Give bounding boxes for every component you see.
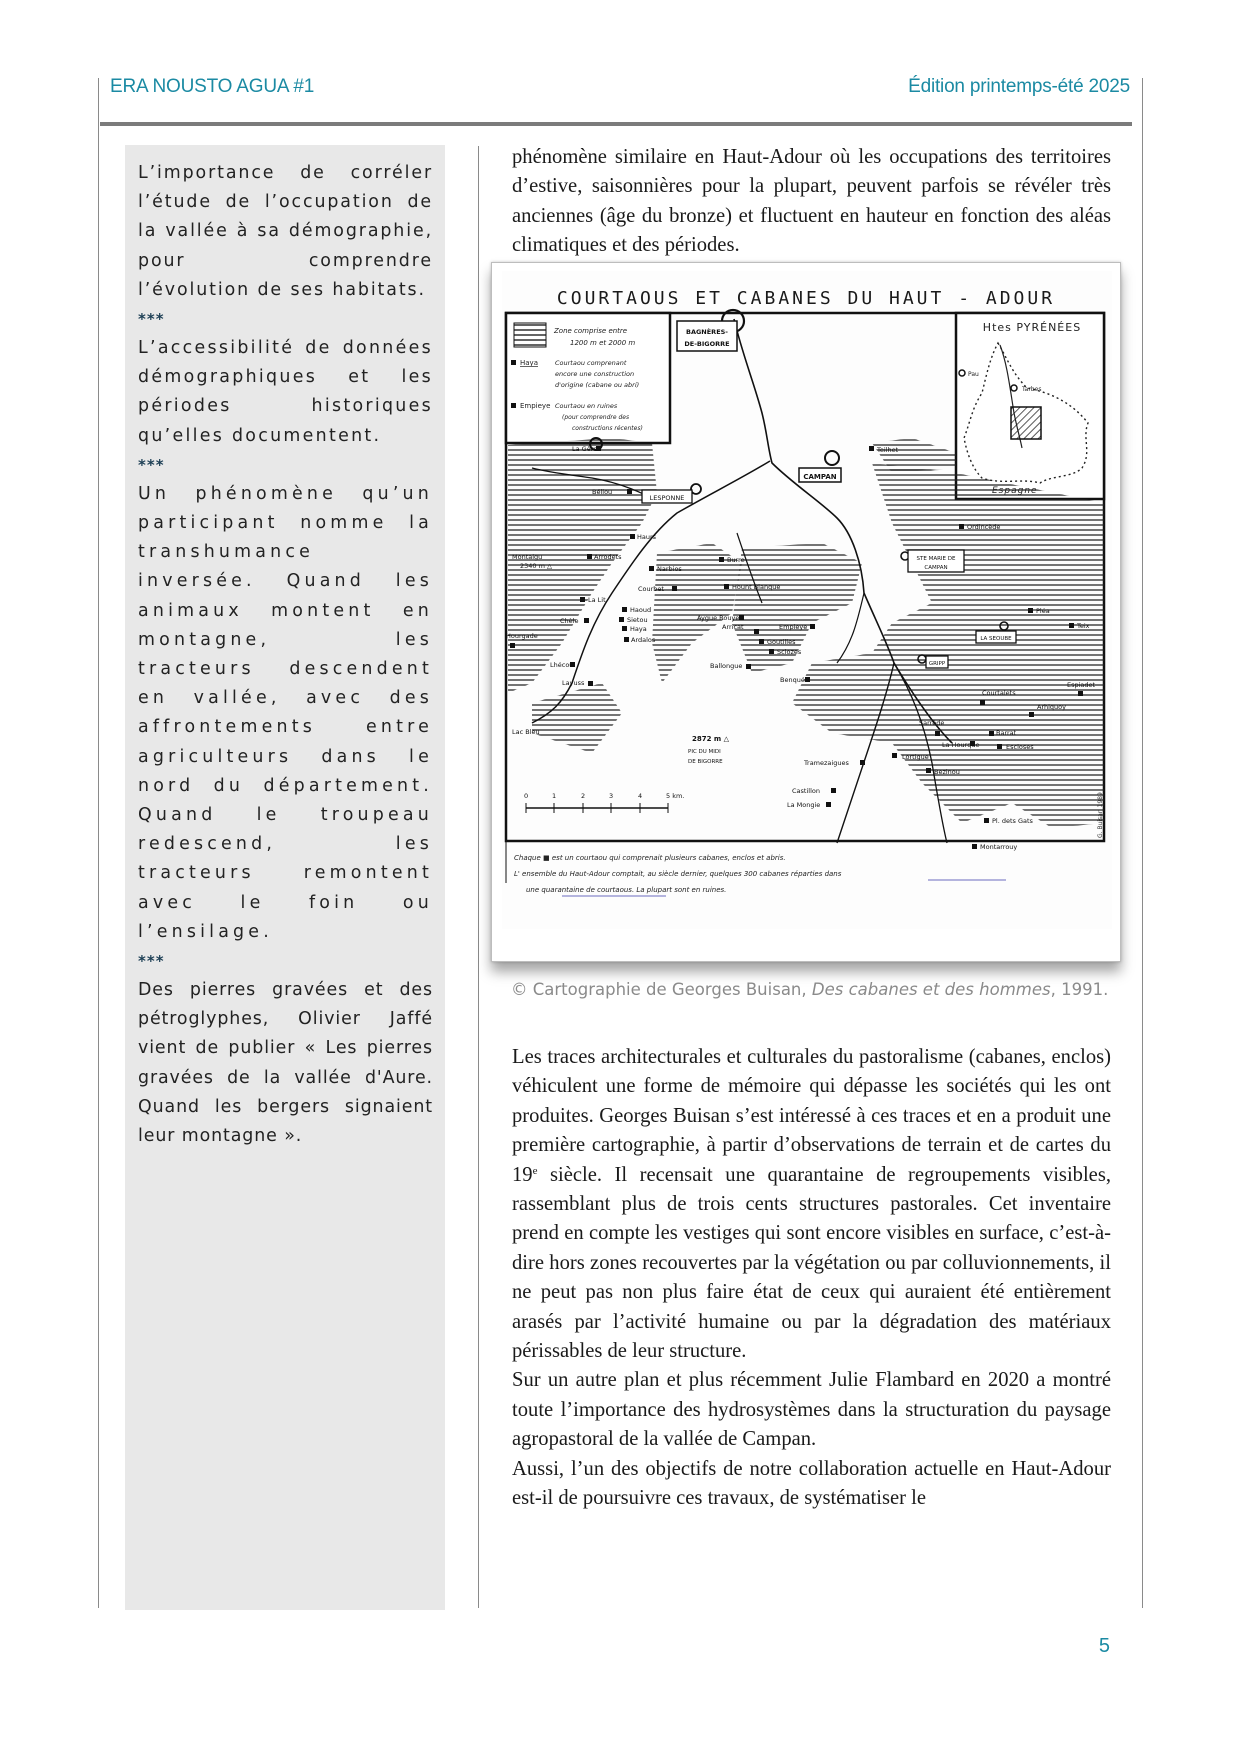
- svg-text:Béliou: Béliou: [592, 488, 613, 496]
- note-3: Un phénomène qu’un participant nomme la transhumance inversée. Quand les animaux montent en montagne, les tracteurs descendent en vallée, avec des affrontements entre agriculteurs dans le nord du département. Quand le troupeau redescend, les tracteurs remontent avec le foin ou l’ensilage.: [138, 483, 433, 942]
- map-title: COURTAOUS ET CABANES DU HAUT - ADOUR: [556, 288, 1056, 309]
- svg-text:Bezinou: Bezinou: [934, 768, 960, 776]
- header-rule: [100, 122, 1132, 126]
- svg-text:PIC DU MIDI: PIC DU MIDI: [688, 749, 721, 755]
- svg-text:Narbios: Narbios: [657, 565, 682, 573]
- paragraph-objectives: Aussi, l’un des objectifs de notre collaboration actuelle en Haut-Adour est-il de poursuivre ces travaux, de systématiser le: [512, 1457, 1111, 1510]
- svg-text:Lac Bleu: Lac Bleu: [512, 728, 540, 736]
- svg-text:Hount Blanque: Hount Blanque: [732, 583, 781, 591]
- svg-text:2: 2: [581, 792, 586, 800]
- svg-text:La Lit: La Lit: [588, 596, 606, 604]
- svg-text:GRIPP: GRIPP: [928, 661, 946, 667]
- separator: ***: [138, 455, 165, 474]
- left-margin-line: [98, 78, 99, 1608]
- svg-text:Courtalets: Courtalets: [982, 689, 1016, 697]
- separator: ***: [138, 952, 165, 971]
- note-2: L’accessibilité de données démographiques et les périodes historiques qu’elles documentent.: [138, 338, 433, 446]
- svg-text:Arrodets: Arrodets: [594, 553, 622, 561]
- svg-text:(pour comprendre des: (pour comprendre des: [562, 414, 630, 421]
- svg-text:La Gère: La Gère: [572, 445, 598, 453]
- svg-text:CAMPAN: CAMPAN: [924, 565, 948, 571]
- page-number: 5: [1098, 1635, 1110, 1657]
- note-1: L’importance de corréler l’étude de l’occupation de la vallée à sa démographie, pour comprendre l’évolution de ses habitats.: [138, 163, 433, 300]
- svg-text:Goutilles: Goutilles: [767, 638, 796, 646]
- svg-text:Courbet: Courbet: [638, 585, 664, 593]
- note-4: Des pierres gravées et des pétroglyphes, Olivier Jaffé vient de publier « Les pierres gravées de la vallée d'Aure. Quand les bergers signaient leur montagne ».: [138, 980, 433, 1147]
- svg-text:LA SEOUBE: LA SEOUBE: [980, 636, 1012, 642]
- svg-text:Pléa: Pléa: [1036, 607, 1050, 615]
- svg-text:BAGNÈRES-: BAGNÈRES-: [685, 328, 729, 336]
- svg-text:encore une construction: encore une construction: [555, 370, 635, 378]
- sidebar-notes: [125, 145, 445, 1610]
- page-header: [110, 76, 1130, 104]
- svg-text:d'origine (cabane ou abri): d'origine (cabane ou abri): [555, 381, 640, 389]
- svg-text:Sietou: Sietou: [627, 616, 648, 624]
- svg-text:3: 3: [609, 792, 614, 800]
- svg-text:Teilhet: Teilhet: [877, 446, 899, 454]
- svg-text:2340 m △: 2340 m △: [520, 562, 553, 570]
- svg-text:Haya: Haya: [520, 359, 538, 367]
- svg-text:constructions récentes): constructions récentes): [572, 425, 643, 432]
- column-divider-line: [478, 146, 479, 1608]
- svg-text:Courtaou en ruines: Courtaou en ruines: [555, 402, 618, 410]
- svg-text:L' ensemble du Haut-Adour comp: L' ensemble du Haut-Adour comptait, au siècle dernier, quelques 300 cabanes réparties dans: [514, 870, 842, 878]
- publication-title: ERA NOUSTO AGUA #1: [110, 76, 315, 97]
- article-intro: [512, 143, 1111, 260]
- svg-text:Arricat: Arricat: [722, 623, 744, 631]
- book-title: Des cabanes et des hommes: [811, 980, 1051, 999]
- svg-text:Chaque ■ est un courtaou qui c: Chaque ■ est un courtaou qui comprenait plusieurs cabanes, enclos et abris.: [514, 854, 786, 862]
- svg-text:Tarbes: Tarbes: [1022, 386, 1042, 393]
- separator: ***: [138, 310, 165, 329]
- svg-text:Benqué: Benqué: [780, 676, 805, 684]
- figure-caption: © Cartographie de Georges Buisan, Des cabanes et des hommes, 1991.: [511, 980, 1109, 999]
- paragraph-buisan: Les traces architecturales et culturales du pastoralisme (cabanes, enclos) véhiculent une forme de mémoire qui dépasse les sociétés qui les ont produites. Georges Buisan s’est intéressé à ces traces et en a produit une première cartographie, à partir d’observations de terrain et de cartes du 19e siècle. Il recensait une quarantaine de regroupements visibles, rassemblant plus de trois cents structures pastorales. Cet inventaire prend en compte les vestiges qui sont encore visibles en surface, c’est-à-dire hors zones recouvertes par la végétation ou par colluvionnements, il ne peut pas non plus faire état de ceux qui auraient été entièrement arasés par l’activité humaine ou par la dégradation des matériaux périssables de leur structure.: [512, 1046, 1111, 1363]
- svg-text:4: 4: [638, 792, 643, 800]
- svg-text:Montaigu: Montaigu: [512, 553, 543, 561]
- svg-text:une quarantaine de courtaous.: une quarantaine de courtaous. La plupart sont en ruines.: [526, 886, 727, 894]
- svg-text:Haya: Haya: [630, 625, 647, 633]
- svg-text:Arhiquoy: Arhiquoy: [1037, 703, 1066, 711]
- svg-text:Castillon: Castillon: [792, 787, 820, 795]
- svg-text:Courtaou comprenant: Courtaou comprenant: [555, 359, 627, 367]
- svg-text:1: 1: [552, 792, 557, 800]
- map-figure: [491, 262, 1121, 962]
- svg-text:Burre: Burre: [727, 556, 745, 564]
- svg-text:5 km.: 5 km.: [666, 792, 685, 800]
- svg-text:Sarrède: Sarrède: [919, 719, 945, 727]
- article-body: [512, 1043, 1111, 1514]
- svg-text:Empieye: Empieye: [779, 623, 808, 631]
- svg-text:Ballongue: Ballongue: [710, 662, 743, 670]
- svg-text:Haurs: Haurs: [637, 533, 657, 541]
- edition-label: Édition printemps-été 2025: [908, 76, 1130, 97]
- svg-text:2872 m △: 2872 m △: [692, 735, 730, 743]
- intro-paragraph: phénomène similaire en Haut-Adour où les occupations des territoires d’estive, saisonnières pour la plupart, peuvent parfois se révéler très anciennes (âge du bronze) et fluctuent en hauteur en fonction des aléas climatiques et des périodes.: [512, 146, 1111, 256]
- svg-text:STE MARIE DE: STE MARIE DE: [916, 556, 956, 562]
- svg-text:Hourgade: Hourgade: [506, 632, 538, 640]
- svg-text:La Mongie: La Mongie: [787, 801, 821, 809]
- svg-text:Ordincède: Ordincède: [967, 523, 1001, 531]
- svg-text:Chèle: Chèle: [560, 617, 579, 625]
- svg-text:DE-BIGORRE: DE-BIGORRE: [684, 340, 730, 348]
- svg-text:G. Buisan 1989: G. Buisan 1989: [1097, 792, 1104, 838]
- svg-text:Pl. dets Gats: Pl. dets Gats: [992, 817, 1033, 825]
- svg-text:0: 0: [524, 792, 529, 800]
- svg-text:Lhécou: Lhécou: [550, 661, 574, 669]
- svg-text:Lortigue: Lortigue: [902, 753, 929, 761]
- right-margin-line: [1142, 78, 1143, 1608]
- svg-text:Aygue Rouye: Aygue Rouye: [697, 614, 740, 622]
- svg-text:Pau: Pau: [968, 371, 979, 378]
- svg-text:Htes PYRÉNÉES: Htes PYRÉNÉES: [982, 321, 1082, 334]
- svg-text:Layuss: Layuss: [562, 679, 585, 687]
- svg-text:Espiadet: Espiadet: [1067, 681, 1096, 689]
- paragraph-flambard: Sur un autre plan et plus récemment Julie Flambard en 2020 a montré toute l’importance des hydrosystèmes dans la structuration du paysage agropastoral de la vallée de Campan.: [512, 1369, 1111, 1451]
- map-illustration: [492, 263, 1120, 961]
- svg-text:Teix: Teix: [1077, 622, 1090, 630]
- svg-text:Tramezaigues: Tramezaigues: [804, 759, 849, 767]
- svg-text:Escloses: Escloses: [1006, 743, 1034, 751]
- svg-text:Barrat: Barrat: [996, 729, 1017, 737]
- svg-text:La Hourque: La Hourque: [942, 741, 980, 749]
- svg-text:Ardalos: Ardalos: [631, 636, 656, 644]
- svg-text:LESPONNE: LESPONNE: [649, 494, 685, 502]
- svg-text:DE BIGORRE: DE BIGORRE: [688, 759, 723, 765]
- svg-text:CAMPAN: CAMPAN: [803, 473, 837, 481]
- svg-text:Zone comprise entre: Zone comprise entre: [554, 327, 628, 335]
- svg-text:Sclozes: Sclozes: [777, 648, 802, 656]
- svg-text:Montarrouy: Montarrouy: [980, 843, 1018, 851]
- svg-text:Empieye: Empieye: [520, 402, 551, 410]
- svg-text:Haoud: Haoud: [630, 606, 652, 614]
- svg-text:1200 m et 2000 m: 1200 m et 2000 m: [570, 339, 636, 347]
